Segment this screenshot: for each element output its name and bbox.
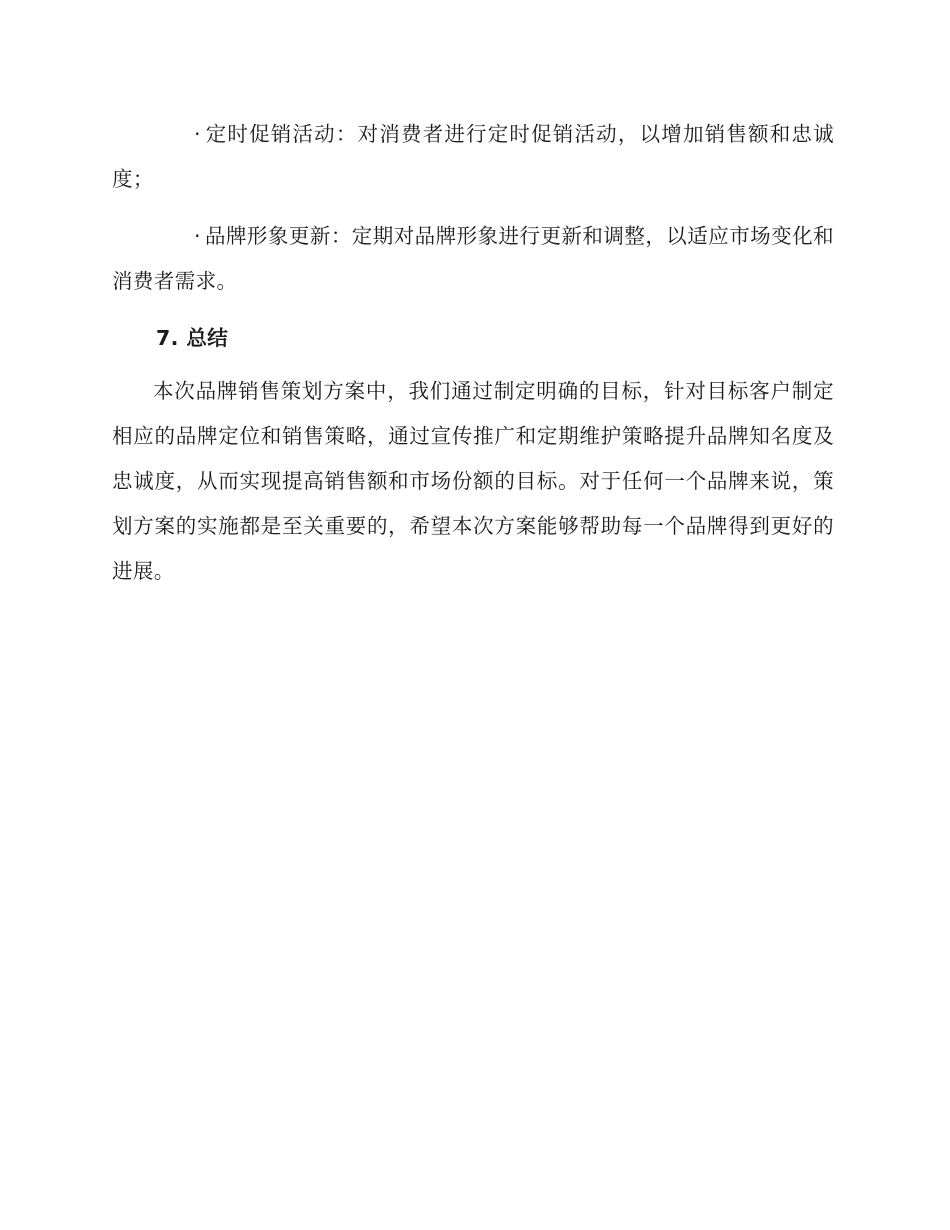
- summary-paragraph: 本次品牌销售策划方案中，我们通过制定明确的目标，针对目标客户制定相应的品牌定位和销售策略，通过宣传推广和定期维护策略提升品牌知名度及忠诚度，从而实现提高销售额和市场份额的目标。对于任何一个品牌来说，策划方案的实施都是至关重要的，希望本次方案能够帮助每一个品牌得到更好的进展。: [112, 379, 834, 583]
- bullet-text: 定期对品牌形象进行更新和调整，以适应市场变化和消费者需求。: [112, 224, 834, 293]
- bullet-dot: ·: [194, 224, 201, 248]
- document-body: [112, 112, 834, 606]
- bullet-item-timed-promotion: [112, 112, 834, 202]
- bullet-separator: ：: [330, 224, 352, 248]
- section-heading: 7. 总结: [156, 326, 229, 350]
- bullet-dot: ·: [194, 122, 201, 146]
- bullet-item-brand-image-update: [112, 214, 834, 304]
- bullet-text: 对消费者进行定时促销活动，以增加销售额和忠诚度；: [112, 122, 834, 191]
- bullet-label: 定时促销活动: [204, 122, 336, 146]
- bullet-label: 品牌形象更新: [204, 224, 331, 248]
- bullet-separator: ：: [335, 122, 358, 146]
